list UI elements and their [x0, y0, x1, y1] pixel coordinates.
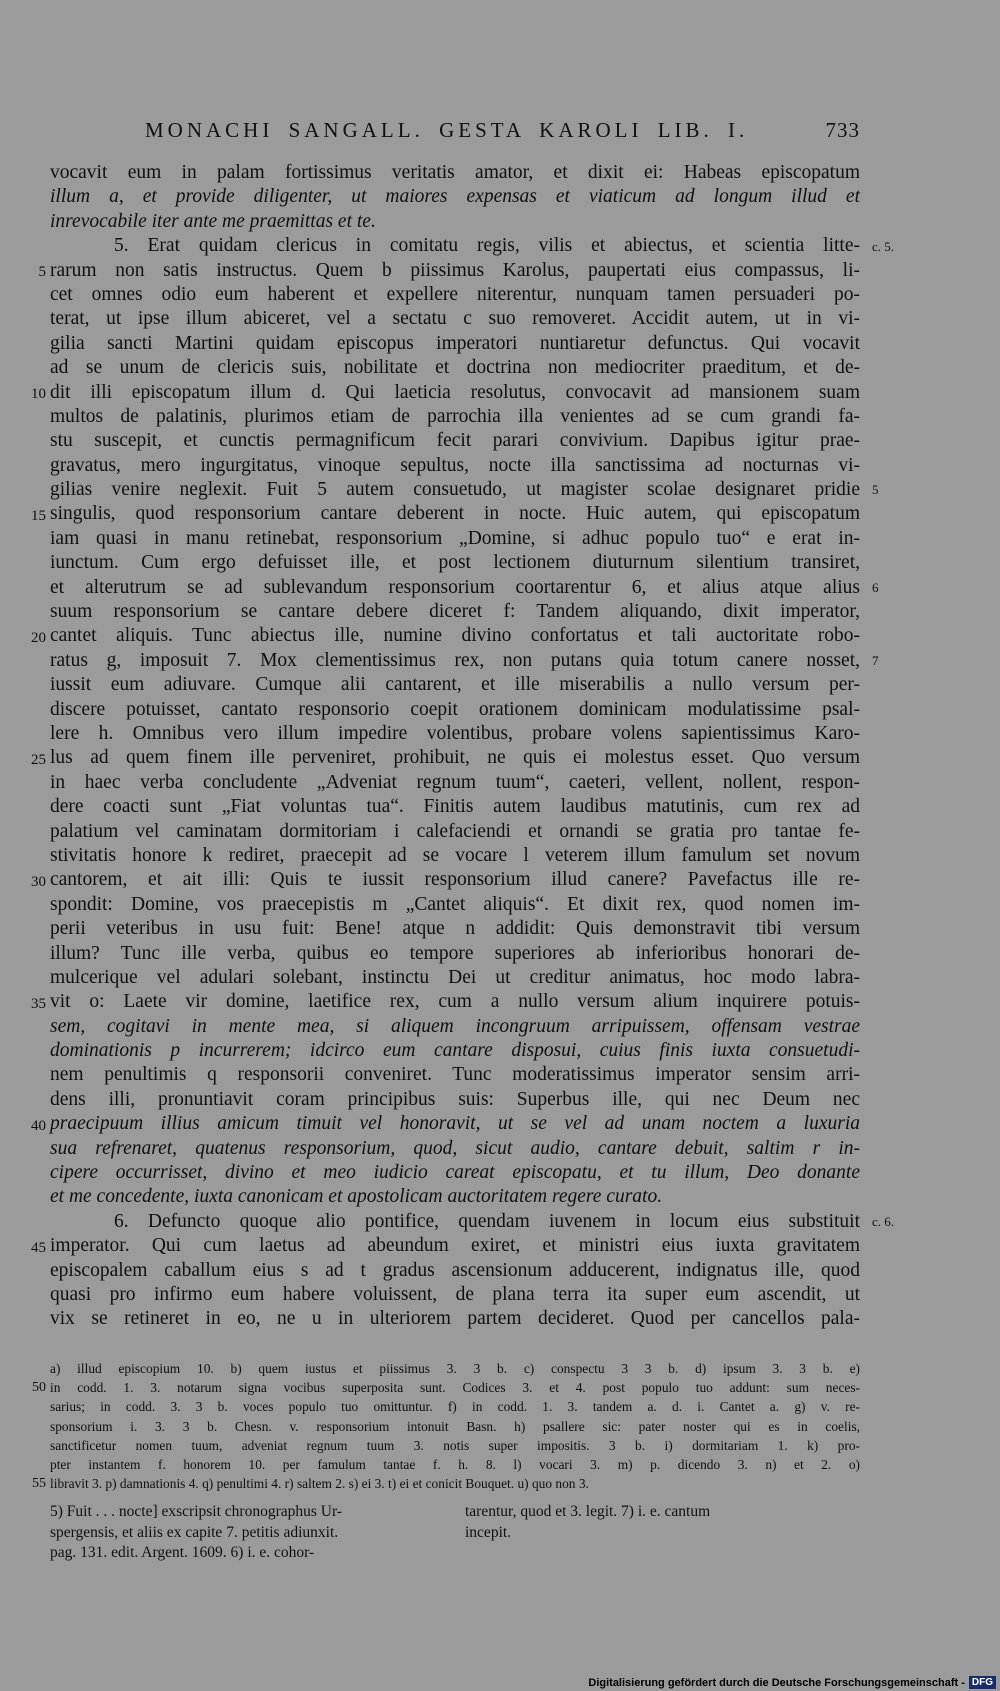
text-line: 6. Defuncto quoque alio pontifice, quendam iuvenem in locum eius substituit — [114, 1210, 860, 1232]
text-line: illum a, et provide diligenter, ut maiores expensas et viaticum ad longum illud et — [50, 186, 860, 208]
text-line: gravatus, mero ingurgitatus, vinoque sepultus, nocte illa sanctissima ad nocturnas vi- — [50, 454, 860, 476]
text-line: episcopalem caballum eius s ad t gradus ascensionum adducerent, indignatus ille, quod — [50, 1259, 860, 1281]
text-line: et me concedente, iuxta canonicam et apostolicam auctoritatem regere curato. — [50, 1186, 663, 1208]
text-line: sem, cogitavi in mente mea, si aliquem incongruum arripuissem, offensam vestrae — [50, 1015, 860, 1037]
line-number: 35 — [31, 995, 46, 1012]
text-line: dere coacti sunt „Fiat voluntas tua“. Finitis autem laudibus matutinis, cum rex ad — [50, 796, 860, 818]
margin-reference: 6 — [872, 580, 879, 595]
text-line: sua refrenaret, quatenus responsorium, quod, sicut audio, cantare debuit, saltim r in- — [50, 1137, 860, 1159]
text-line: stivitatis honore k rediret, praecepit ad se vocare l veterem illum famulum set novum — [50, 844, 860, 866]
text-line: palatium vel caminatam dormitoriam i calefaciendi et ornandi se gratia pro tantae fe- — [50, 820, 860, 842]
text-line: vit o: Laete vir domine, laetifice rex, cum a nullo versum alium inquirere potuis- — [50, 991, 860, 1013]
credit-text: Digitalisierung gefördert durch die Deutsche Forschungsgemeinschaft - — [588, 1676, 965, 1689]
text-line: discere potuisset, cantato responsorio coepit orationem dominicam modulatissime psal- — [50, 698, 860, 720]
margin-reference: c. 6. — [872, 1214, 895, 1229]
note-line: incepit. — [465, 1523, 512, 1541]
footnote-line: libravit 3. p) damnationis 4. q) penultimi 4. r) saltem 2. s) ei 3. t) ei et conicit Bouquet. u) quo non 3. — [50, 1476, 589, 1492]
text-line: et alterutrum se ad sublevandum responsorium coortarentur 6, et alius atque alius — [50, 576, 860, 598]
text-line: vocavit eum in palam fortissimus veritatis amator, et dixit ei: Habeas episcopatum — [50, 162, 860, 183]
text-line: dit illi episcopatum illum d. Qui laeticia resolutus, convocavit ad mansionem suam — [50, 381, 860, 403]
line-number: 15 — [31, 507, 46, 524]
note-line: pag. 131. edit. Argent. 1609. 6) i. e. cohor- — [50, 1544, 315, 1561]
margin-reference: 5 — [872, 482, 879, 498]
text-line: multos de palatinis, plurimos etiam de parrochia illa venientes ad se cum grandi fa- — [50, 405, 860, 427]
text-line: terat, ut ipse illum abiceret, vel a sectatu c suo removeret. Accidit autem, ut in vi- — [50, 308, 860, 330]
text-line: cet omnes odio eum haberent et expellere niterentur, nunquam tamen persuaderi po- — [50, 283, 860, 305]
footnote-line: sanctificetur nomen tuum, adveniat regnum tuum 3. notis super impositis. 3 b. i) dormitariam 1. k) pro- — [50, 1437, 860, 1453]
text-line: iunctum. Cum ergo defuisset ille, et post lectionem diuturnum silentium transiret, — [50, 552, 860, 574]
text-line: iam quasi in manu retinebat, responsorium „Domine, si adhuc populo tuo“ e erat in- — [50, 527, 860, 549]
text-line: quasi pro infirmo eum habere voluissent, de plana terra ita super eum ascendit, ut — [50, 1283, 860, 1305]
text-line: ad se unum de clericis suis, nobilitate et doctrina non mediocriter praeditum, et de- — [50, 357, 860, 379]
text-line: illum? Tunc ille verba, quibus eo tempore superiores ab inferioribus honorari de- — [50, 942, 860, 964]
footnote-line: pter instantem f. honorem 10. per famulum tantae f. h. 8. l) vocari 3. m) p. dicendo 3. n) et 2. o) — [50, 1456, 860, 1472]
text-line: praecipuum illius amicum timuit vel honoravit, ut se vel ad unam noctem a luxuria — [50, 1113, 860, 1135]
header-title: MONACHI SANGALL. GESTA KAROLI LIB. I. — [145, 118, 749, 142]
text-line: singulis, quod responsorium cantare deberent in nocte. Huic autem, qui episcopatum — [50, 503, 860, 525]
text-line: gilias venire neglexit. Fuit 5 autem consuetudo, ut magister scolae designaret pridie — [50, 479, 860, 501]
text-line: perii veteribus in usu fuit: Bene! atque n addidit: Quis demonstravit tibi versum — [50, 918, 860, 940]
text-line: inrevocabile iter ante me praemittas et te. — [50, 210, 376, 232]
notes-column-right — [465, 1502, 860, 1543]
note-line: tarentur, quod et 3. legit. 7) i. e. cantum — [465, 1503, 711, 1520]
footnote-line-number: 55 — [32, 1476, 46, 1492]
line-number: 25 — [31, 751, 46, 768]
text-line: nem penultimis q responsorii conveniret. Tunc moderatissimus imperator sensim arri- — [50, 1064, 860, 1086]
text-line: 5. Erat quidam clericus in comitatu regis, vilis et abiectus, et scientia litte- — [114, 235, 860, 257]
text-line: cipere occurrisset, divino et meo iudicio careat episcopatu, et tu illum, Deo donante — [50, 1162, 860, 1184]
text-line: suum responsorium se cantare debere diceret f: Tandem aliquando, dixit imperator, — [50, 601, 860, 623]
text-line: dominationis p incurrerem; idcirco eum cantare disposui, cuius finis iuxta consuetudi- — [50, 1040, 860, 1062]
text-line: iussit eum adiuvare. Cumque alii cantarent, et ille miserabilis a nullo versum per- — [50, 674, 860, 696]
text-line: cantorem, et ait illi: Quis te iussit responsorium illud canere? Pavefactus ille re- — [50, 869, 860, 891]
margin-reference: 7 — [872, 653, 879, 669]
text-line: cantet aliquis. Tunc abiectus ille, numine divino confortatus et tali auctoritate robo- — [50, 625, 860, 647]
line-number: 10 — [31, 385, 46, 402]
margin-reference: c. 5. — [872, 239, 895, 255]
text-line: lus ad quem finem ille perveniret, prohibuit, ne quis ei molestus esset. Quo versum — [50, 747, 860, 769]
main-text — [50, 161, 860, 1332]
text-line: mulcerique vel adulari solebant, instinctu Dei ut creditur animatus, hoc modo labra- — [50, 966, 860, 988]
footnote-line: in codd. 1. 3. notarum signa vocibus superposita sunt. Codices 3. et 4. post populo tuo addunt: sum neces- — [50, 1380, 860, 1396]
footnote-line: sarius; in codd. 3. 3 b. voces populo tuo omittuntur. f) in codd. 1. 3. tandem a. d. i. Cantet a. g) v. re- — [50, 1399, 860, 1415]
note-line: 5) Fuit . . . nocte] exscripsit chronographus Ur- — [50, 1503, 342, 1520]
line-number: 40 — [31, 1117, 46, 1134]
text-line: vix se retineret in eo, ne u in ulteriorem partem decideret. Quod per cancellos pala- — [50, 1308, 860, 1330]
text-line: ratus g, imposuit 7. Mox clementissimus rex, non putans quia totum canere nosset, — [50, 649, 860, 671]
text-line: dens illi, pronuntiavit coram principibus suis: Superbus ille, qui nec Deum nec — [50, 1088, 860, 1110]
text-line: gilia sancti Martini quidam episcopus imperatori nuntiaretur defunctus. Qui vocavit — [50, 332, 860, 354]
text-line: imperator. Qui cum laetus ad abeundum exiret, et ministri eius iuxta gravitatem — [50, 1235, 860, 1257]
page-number: 733 — [825, 118, 860, 142]
text-line: stu suscepit, et cunctis permagnificum fecit parari convivium. Dapibus igitur prae- — [50, 430, 860, 452]
line-number: 45 — [31, 1239, 46, 1256]
notes-column-left — [50, 1502, 450, 1564]
footnote-line: sponsorium i. 3. 3 b. Chesn. v. responsorium intonuit Basn. h) psallere sic: pater noster qui es in coelis, — [50, 1418, 860, 1434]
line-number: 5 — [38, 263, 46, 280]
digitization-credit — [588, 1675, 996, 1690]
text-line: in haec verba concludente „Adveniat regnum tuum“, caeteri, vellent, nollent, respon- — [50, 771, 860, 793]
line-number: 30 — [31, 873, 46, 890]
text-line: spondit: Domine, vos praecepistis m „Cantet aliquis“. Et dixit rex, quod nomen im- — [50, 893, 860, 915]
critical-apparatus — [50, 1359, 860, 1493]
text-line: lere h. Omnibus vero illum impedire volentibus, probare volens sapientissimus Karo- — [50, 722, 860, 744]
running-header — [50, 118, 860, 148]
text-line: rarum non satis instructus. Quem b piissimus Karolus, paupertati eius compassus, li- — [50, 259, 860, 281]
line-number: 20 — [31, 629, 46, 646]
dfg-logo: DFG — [969, 1676, 996, 1689]
footnote-line-number: 50 — [32, 1380, 46, 1396]
note-line: spergensis, et aliis ex capite 7. petitis adiunxit. — [50, 1523, 339, 1541]
footnote-line: a) illud episcopium 10. b) quem iustus et piissimus 3. 3 b. c) conspectu 3 3 b. d) ipsum 3. 3 b. e) — [50, 1361, 860, 1376]
